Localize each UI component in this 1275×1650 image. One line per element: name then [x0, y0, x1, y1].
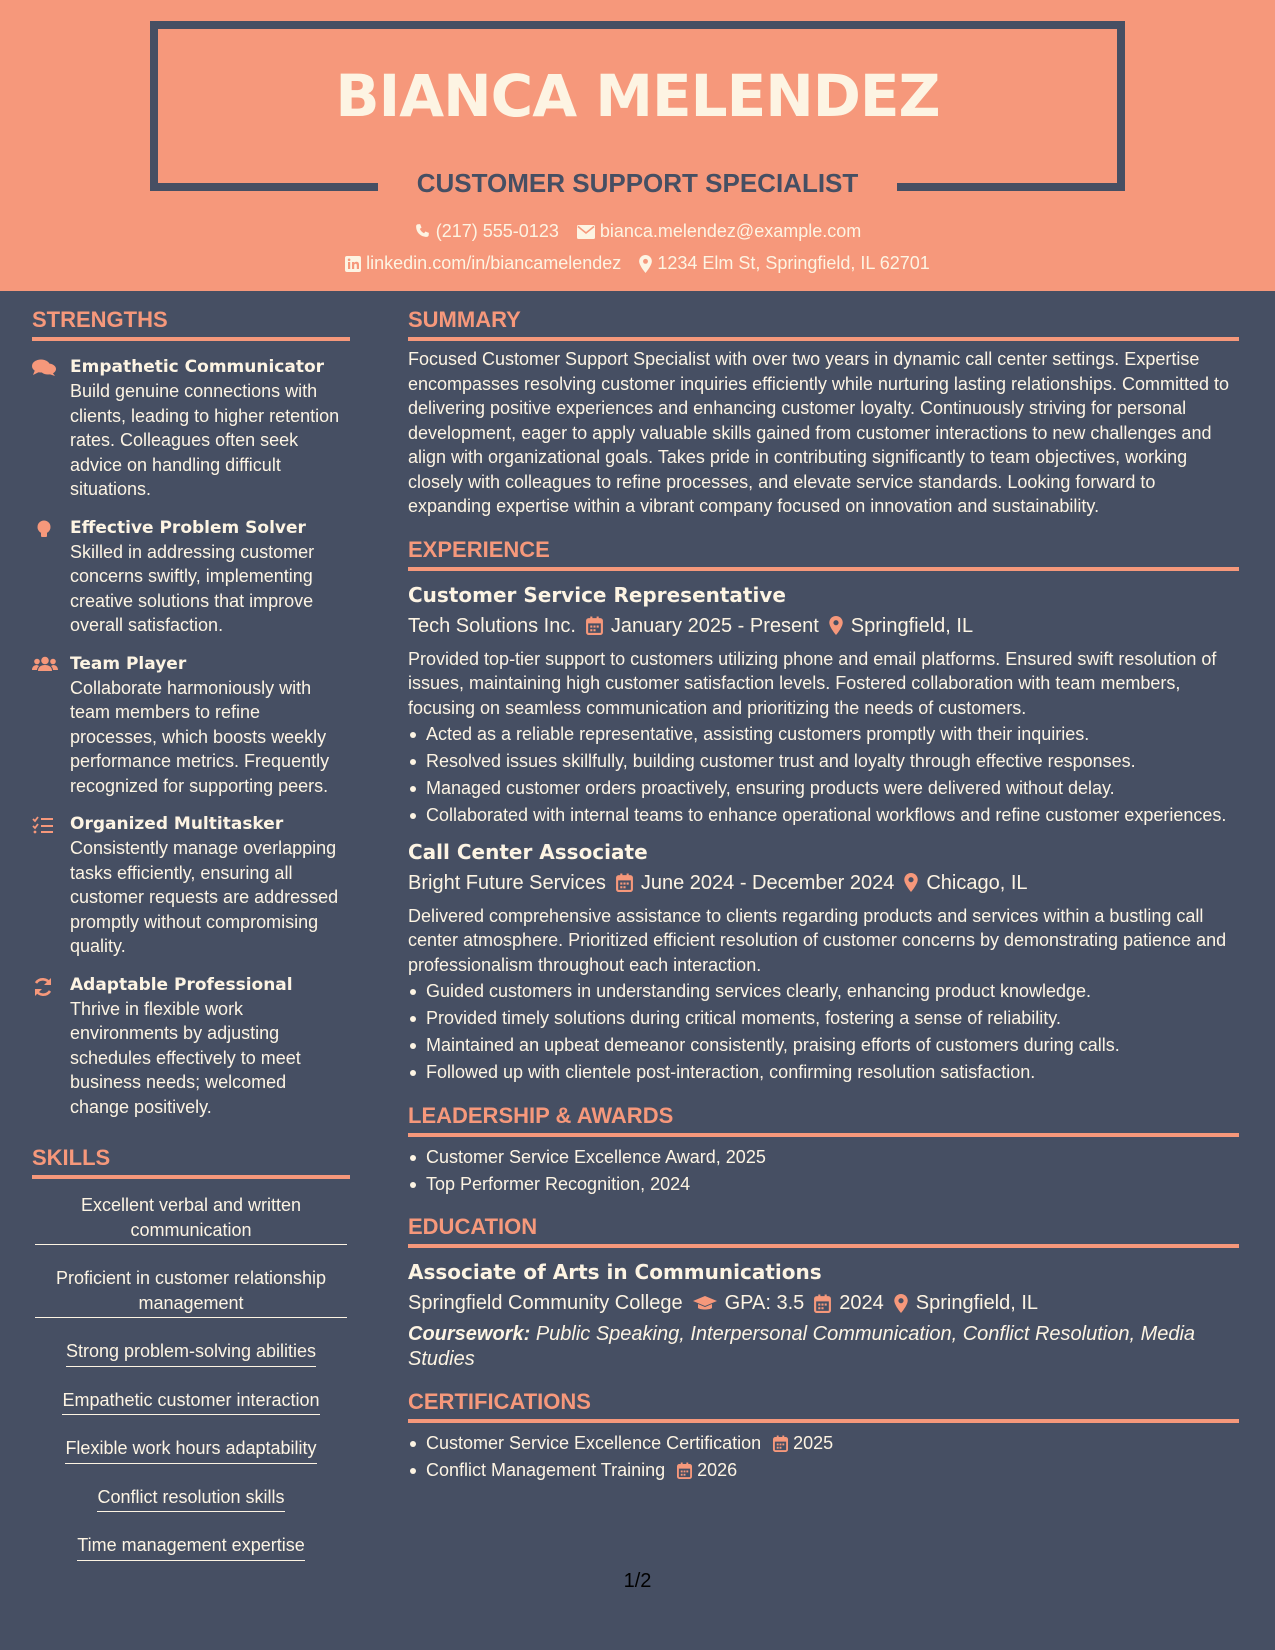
education-location: Springfield, IL [915, 1292, 1039, 1314]
skills-list [32, 1193, 350, 1563]
phone-icon [414, 223, 431, 240]
list-item: Guided customers in understanding services clearly, enhancing product knowledge. [408, 979, 1239, 1004]
map-marker-icon [904, 873, 918, 892]
list-item: Managed customer orders proactively, ensuring products were delivered without delay. [408, 776, 1239, 801]
coursework [408, 1322, 1239, 1371]
list-item: Top Performer Recognition, 2024 [408, 1172, 1239, 1197]
list-item: Customer Service Excellence Award, 2025 [408, 1145, 1239, 1170]
degree: Associate of Arts in Communications [408, 1260, 822, 1284]
summary-heading: SUMMARY [408, 307, 1239, 341]
list-item [408, 1431, 1239, 1456]
cert-name: Conflict Management Training [426, 1460, 666, 1480]
candidate-name: BIANCA MELENDEZ [335, 62, 940, 130]
envelope-icon [577, 225, 595, 239]
strength-name: Effective Problem Solver [70, 517, 306, 538]
users-icon [32, 656, 58, 672]
experience-heading: EXPERIENCE [408, 537, 1239, 571]
strength-name: Empathetic Communicator [70, 357, 325, 377]
list-item: Maintained an upbeat demeanor consistently, praising efforts of customers during calls. [408, 1033, 1239, 1058]
school-name: Springfield Community College [408, 1292, 683, 1314]
skill-item: Empathetic customer interaction [32, 1388, 350, 1418]
coursework-list: Public Speaking, Interpersonal Communication, Conflict Resolution, Media Studies [408, 1323, 1196, 1370]
job-bullets [408, 722, 1239, 828]
strength-item [32, 973, 350, 1120]
education-meta [408, 1288, 1239, 1318]
contact-email[interactable] [577, 221, 861, 242]
calendar-icon [616, 873, 633, 892]
linkedin-text: linkedin.com/in/biancamelendez [366, 253, 622, 273]
contact-row [0, 253, 1275, 274]
gpa: GPA: 3.5 [724, 1292, 805, 1314]
job-company: Bright Future Services [408, 871, 606, 894]
page-number: 1/2 [623, 1570, 652, 1592]
certifications-heading: CERTIFICATIONS [408, 1389, 1239, 1423]
cert-year: 2025 [793, 1433, 834, 1453]
left-column [32, 291, 350, 1582]
skill-item: Flexible work hours adaptability [32, 1436, 350, 1466]
list-item [408, 1458, 1239, 1483]
certifications-list [408, 1431, 1239, 1483]
email-text: bianca.melendez@example.com [599, 221, 862, 241]
strength-description: Thrive in flexible work environments by adjusting schedules effectively to meet business needs; welcomed change positively. [70, 998, 301, 1117]
skill-item: Time management expertise [32, 1533, 350, 1563]
strength-description: Consistently manage overlapping tasks efficiently, ensuring all customer requests are addressed promptly without compromising quality. [70, 838, 339, 956]
contact-address [639, 253, 930, 274]
refresh-icon [32, 977, 54, 997]
skill-item: Excellent verbal and written communication [32, 1193, 350, 1247]
map-marker-icon [894, 1294, 908, 1313]
resume-header [0, 0, 1275, 291]
contact-phone[interactable] [414, 221, 559, 242]
linkedin-icon [345, 256, 361, 272]
strength-name: Organized Multitasker [70, 814, 284, 834]
education-year: 2024 [839, 1292, 884, 1314]
summary-text: Focused Customer Support Specialist with over two years in dynamic call center settings. Expertise encompasses resolving customer inquiries efficiently while nurturing lasting relationships. Committed to delivering positive experiences and enhancing customer loyalty. Continuously striving for personal development, eager to apply valuable skills gained from customer interactions to new challenges and align with organizational goals. Takes pride in contributing significantly to team objectives, working closely with colleagues to refine processes, and elevate service standards. Looking forward to expanding expertise within a vibrant company focused on innovation and sustainability. [408, 349, 1230, 516]
strength-description: Build genuine connections with clients, leading to higher retention rates. Colleagues often seek advice on handling difficult situations. [70, 381, 340, 499]
strength-description: Skilled in addressing customer concerns swiftly, implementing creative solutions that improve overall satisfaction. [70, 541, 315, 635]
education-heading: EDUCATION [408, 1214, 1239, 1248]
job-role: Customer Service Representative [408, 582, 786, 607]
list-item: Resolved issues skillfully, building customer trust and loyalty through effective responses. [408, 749, 1239, 774]
skill-item: Proficient in customer relationship management [32, 1266, 350, 1320]
strength-item [32, 652, 350, 799]
job-description: Delivered comprehensive assistance to clients regarding products and services within a bustling call center atmosphere. Prioritized efficient resolution of customer concerns by demonstrating patience and professionalism throughout each interaction. [408, 905, 1227, 975]
job-location: Chicago, IL [926, 871, 1028, 894]
strength-name: Adaptable Professional [70, 974, 293, 995]
job-meta [408, 868, 1239, 898]
list-item: Provided timely solutions during critical moments, fostering a sense of reliability. [408, 1006, 1239, 1031]
candidate-title: CUSTOMER SUPPORT SPECIALIST [416, 168, 859, 198]
address-text: 1234 Elm St, Springfield, IL 62701 [657, 253, 930, 273]
job-company: Tech Solutions Inc. [408, 614, 576, 637]
list-item: Collaborated with internal teams to enhance operational workflows and refine customer experiences. [408, 803, 1239, 828]
skill-item: Strong problem-solving abilities [32, 1339, 350, 1369]
contact-linkedin[interactable] [345, 253, 621, 274]
map-marker-icon [829, 616, 843, 635]
skill-item: Conflict resolution skills [32, 1485, 350, 1515]
strength-item [32, 516, 350, 638]
job-meta [408, 611, 1239, 641]
job-dates: January 2025 - Present [610, 614, 819, 637]
job-description: Provided top-tier support to customers utilizing phone and email platforms. Ensured swift resolution of issues, maintaining high customer satisfaction levels. Fostered collaboration with team members, focusing on seamless communication and prioritizing the needs of customers. [408, 648, 1217, 718]
strengths-heading: STRENGTHS [32, 307, 350, 341]
contact-row [0, 221, 1275, 242]
list-item: Followed up with clientele post-interaction, confirming resolution satisfaction. [408, 1060, 1239, 1085]
phone-text: (217) 555-0123 [435, 221, 559, 241]
graduation-cap-icon [693, 1295, 717, 1312]
job-dates: June 2024 - December 2024 [640, 871, 895, 894]
strength-name: Team Player [70, 653, 187, 674]
comments-icon [32, 359, 56, 377]
job-entry [408, 581, 1239, 828]
awards-heading: LEADERSHIP & AWARDS [408, 1103, 1239, 1137]
job-location: Springfield, IL [850, 614, 974, 637]
calendar-icon [814, 1294, 831, 1313]
map-marker-icon [639, 255, 652, 273]
coursework-label: Coursework: [408, 1323, 531, 1345]
skills-heading: SKILLS [32, 1145, 350, 1179]
cert-year: 2026 [697, 1460, 738, 1480]
strength-description: Collaborate harmoniously with team members to refine processes, which boosts weekly performance metrics. Frequently recognized for supporting peers. [70, 677, 330, 796]
strength-item [32, 355, 350, 502]
awards-list [408, 1145, 1239, 1197]
right-column [408, 291, 1239, 1485]
job-entry [408, 838, 1239, 1085]
list-item: Acted as a reliable representative, assisting customers promptly with their inquiries. [408, 722, 1239, 747]
cert-name: Customer Service Excellence Certification [426, 1433, 762, 1453]
list-check-icon [32, 816, 54, 834]
calendar-icon [773, 1435, 788, 1452]
calendar-icon [677, 1462, 692, 1479]
strength-item [32, 812, 350, 959]
job-role: Call Center Associate [408, 839, 648, 864]
job-bullets [408, 979, 1239, 1085]
calendar-icon [586, 616, 603, 635]
lightbulb-icon [32, 520, 56, 540]
